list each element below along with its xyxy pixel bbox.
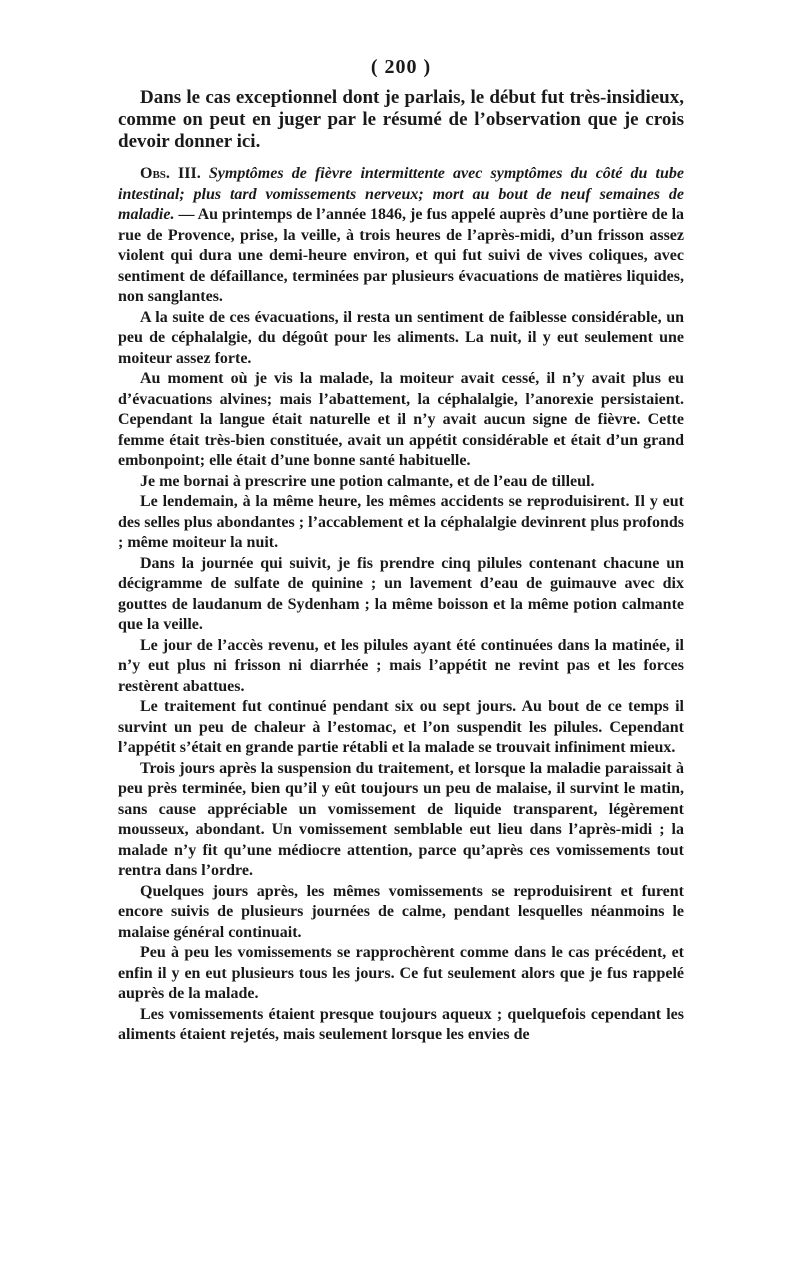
paragraph: A la suite de ces évacuations, il resta un sentiment de faiblesse considérable, un peu de céphalalgie, du dégoût pour les aliments. La nuit, il y eut seulement une moiteur assez forte. [118, 308, 684, 367]
observation-paragraph [118, 164, 684, 308]
paragraph: Le traitement fut continué pendant six ou sept jours. Au bout de ce temps il survint un peu de chaleur à l’estomac, et l’on suspendit les pilules. Cependant l’appétit s’était en grande partie rétabli et la malade se trouvait infiniment mieux. [118, 698, 684, 756]
observation-label: Obs. III. [140, 165, 201, 182]
paragraph: Le jour de l’accès revenu, et les pilules ayant été continuées dans la matinée, il n’y eut plus ni frisson ni diarrhée ; mais l’appétit ne revint pas et les forces restèrent abattues. [118, 636, 684, 695]
paragraph: Peu à peu les vomissements se rapprochèrent comme dans le cas précédent, et enfin il y en eut plusieurs tous les jours. Ce fut seulement alors que je fus rappelé auprès de la malade. [118, 944, 684, 1002]
paragraph: Le lendemain, à la même heure, les mêmes accidents se reproduisirent. Il y eut des selles plus abondantes ; l’accablement et la céphalalgie devinrent plus profonds ; même moiteur la nuit. [118, 493, 684, 551]
paragraph: Au moment où je vis la malade, la moiteur avait cessé, il n’y avait plus eu d’évacuations alvines; mais l’abattement, la céphalalgie, l’anorexie persistaient. Cependant la langue était naturelle et il n’y avait aucun signe de fièvre. Cette femme était très-bien constituée, avait un appétit considérable et était d’un grand embonpoint; elle était d’une bonne santé habituelle. [118, 370, 684, 469]
intro-paragraph: Dans le cas exceptionnel dont je parlais, le début fut très-insidieux, comme on peut en juger par le résumé de l’observation que je crois devoir donner ici. [118, 87, 684, 152]
paragraph: Les vomissements étaient presque toujours aqueux ; quelquefois cependant les aliments étaient rejetés, mais seulement lorsque les envies de [118, 1005, 684, 1043]
page-number: ( 200 ) [370, 56, 432, 78]
paragraph: Quelques jours après, les mêmes vomissements se reproduisirent et furent encore suivis de plusieurs journées de calme, pendant lesquelles néanmoins le malaise général continuait. [118, 882, 684, 941]
paragraph: Trois jours après la suspension du traitement, et lorsque la maladie paraissait à peu près terminée, bien qu’il y eût toujours un peu de malaise, il survint le matin, sans cause appréciable un vomissement de liquide transparent, légèrement mousseux, abondant. Un vomissement semblable eut lieu dans l’après-midi ; la malade n’y fit qu’une médiocre attention, parce qu’après ces vomissements tout rentra dans l’ordre. [118, 759, 684, 879]
book-page [118, 56, 684, 1046]
paragraph: Je me bornai à prescrire une potion calmante, et de l’eau de tilleul. [140, 472, 595, 490]
paragraph: Dans la journée qui suivit, je fis prendre cinq pilules contenant chacune un décigramme de sulfate de quinine ; un lavement d’eau de guimauve avec dix gouttes de laudanum de Sydenham ; la même boisson et la même potion calmante que la veille. [118, 554, 684, 633]
observation-body: — Au printemps de l’année 1846, je fus appelé auprès d’une portière de la rue de Provence, prise, la veille, à trois heures de l’après-midi, d’un frisson assez violent qui dura une demi-heure environ, et qui fut suivi de vives coliques, avec sentiment de défaillance, terminées par plusieurs évacuations de matières liquides, non sanglantes. [118, 206, 685, 305]
observation-title: Symptômes de fièvre intermittente avec symptômes du côté du tube intestinal; plus tard vomissements nerveux; mort au bout de neuf semaines de maladie. [118, 165, 685, 223]
